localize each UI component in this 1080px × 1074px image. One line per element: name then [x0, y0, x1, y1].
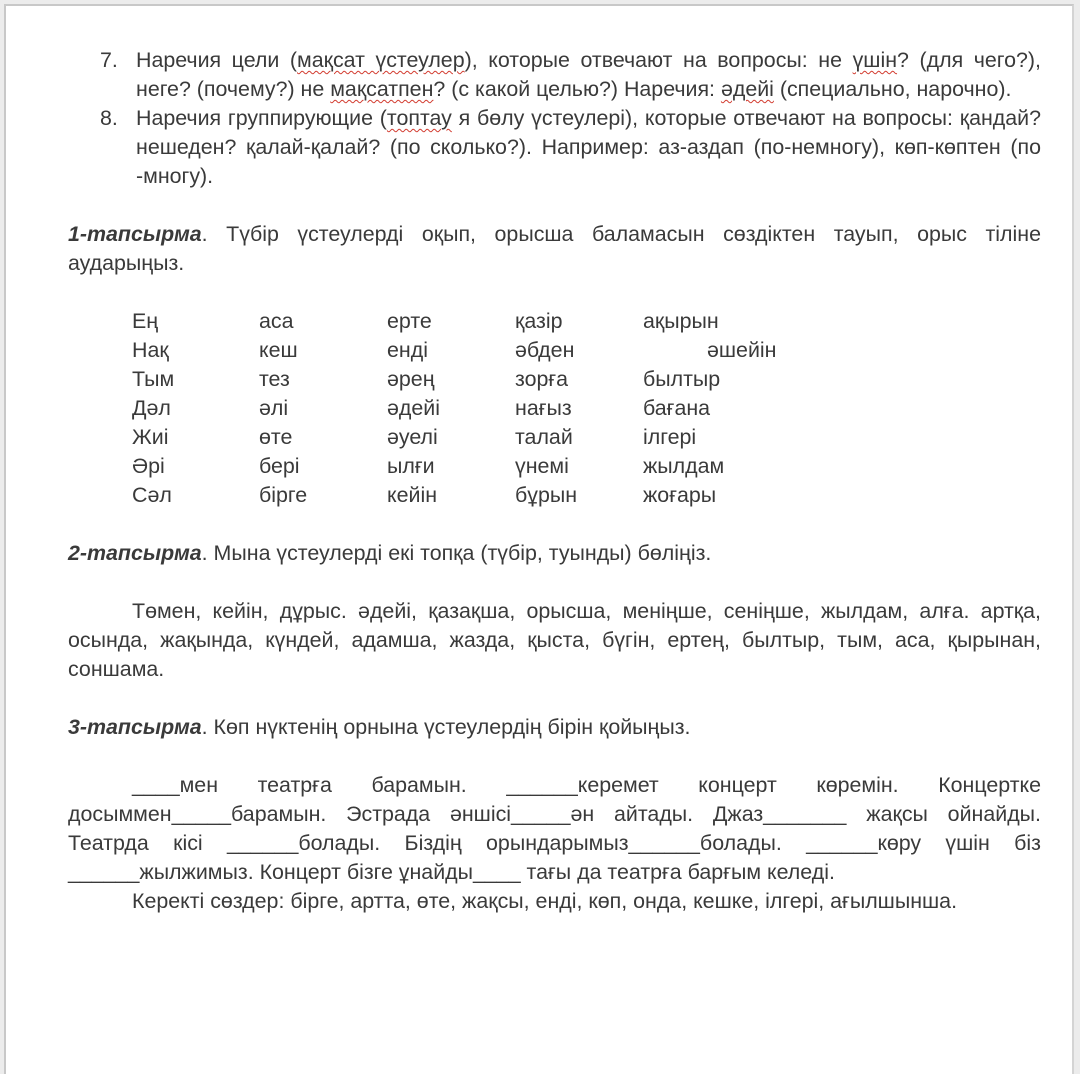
list-item-7	[68, 46, 1041, 104]
task2-paragraph	[68, 539, 1041, 568]
spellcheck-word: мақсат үстеулер	[297, 48, 465, 72]
task2-body: Төмен, кейін, дұрыс. әдейі, қазақша, орысша, меніңше, сеніңше, жылдам, алға. артқа, осында, жақында, күндей, адамша, жазда, қыста, бүгін, ертең, былтыр, тым, аса, қырынан, соншама.	[68, 599, 1041, 681]
word-row	[132, 481, 907, 510]
task2-text: . Мына үстеулерді екі топқа (түбір, туынды) бөліңіз.	[201, 541, 712, 565]
word-cell: Тым	[132, 367, 175, 391]
spellcheck-word: мақсатпен	[330, 77, 434, 101]
document-content	[68, 46, 1041, 916]
word-cell: Ең	[132, 309, 159, 333]
word-cell: ылғи	[387, 454, 435, 478]
word-cell: әуелі	[387, 425, 438, 449]
list-number: 8.	[100, 106, 118, 130]
word-cell: ерте	[387, 309, 432, 333]
spellcheck-word: әдейі	[720, 77, 774, 101]
word-cell: ілгері	[643, 425, 697, 449]
word-cell: енді	[387, 338, 428, 362]
word-cell: былтыр	[643, 367, 721, 391]
word-cell: Жиі	[132, 425, 169, 449]
task1-text: . Түбір үстеулерді оқып, орысша баламасын сөздіктен тауып, орыс тіліне аударыңыз.	[68, 222, 1041, 275]
word-cell: әбден	[515, 338, 575, 362]
word-row	[132, 394, 907, 423]
word-cell: Әрі	[132, 454, 165, 478]
word-cell: аса	[259, 309, 294, 333]
spellcheck-word: топтау	[386, 106, 452, 130]
word-cell: жылдам	[643, 454, 725, 478]
word-row	[132, 452, 907, 481]
word-cell: бері	[259, 454, 300, 478]
word-cell: әшейін	[707, 338, 777, 362]
word-row	[132, 307, 907, 336]
word-cell: Нақ	[132, 338, 169, 362]
word-cell: талай	[515, 425, 573, 449]
word-cell: тез	[259, 367, 290, 391]
list-text: Наречия цели (мақсат үстеулер), которые отвечают на вопросы: не үшін? (для чего?), неге? (почему?) не мақсатпен? (с какой целью?) Наречия: әдейі (специально, нарочно).	[136, 48, 1041, 101]
task1-paragraph	[68, 220, 1041, 278]
word-cell: өте	[259, 425, 293, 449]
word-row	[132, 365, 907, 394]
word-cell: Дәл	[132, 396, 171, 420]
word-cell: ақырын	[643, 309, 719, 333]
word-row	[132, 336, 907, 365]
word-cell: бағана	[643, 396, 711, 420]
task3-title: 3-тапсырма	[68, 715, 202, 739]
word-cell: әрең	[387, 367, 435, 391]
word-cell: зорға	[515, 367, 569, 391]
word-cell: нағыз	[515, 396, 572, 420]
word-cell: үнемі	[515, 454, 569, 478]
task3-body: ____мен театрға барамын. ______керемет концерт көремін. Концертке досыммен_____барамын. Эстрада әншісі_____ән айтады. Джаз_______ жақсы ойнайды. Театрда кісі ______болады. Біздің орындарымыз______болады. ______көру үшін біз ______жылжимыз. Концерт бізге ұнайды____ тағы да театрға барғым келеді.	[68, 773, 1041, 884]
word-cell: жоғары	[643, 483, 717, 507]
word-cell: кейін	[387, 483, 438, 507]
document-page	[4, 4, 1074, 1074]
word-table	[132, 307, 907, 510]
spellcheck-word: үшін	[852, 48, 898, 72]
list-number: 7.	[100, 48, 118, 72]
word-cell: Сәл	[132, 483, 172, 507]
task3-needed-words: Керекті сөздер: бірге, артта, өте, жақсы, енді, көп, онда, кешке, ілгері, ағылшынша.	[132, 889, 958, 913]
list-text: Наречия группирующие (топтау я бөлу үстеулері), которые отвечают на вопросы: қандай? нешеден? қалай-қалай? (по сколько?). Например: аз-аздап (по-немногу), көп-көптен (по -многу).	[136, 106, 1041, 188]
word-cell: бұрын	[515, 483, 578, 507]
word-cell: бірге	[259, 483, 308, 507]
word-cell: қазір	[515, 309, 563, 333]
task3-text: . Көп нүктенің орнына үстеулердің бірін қойыңыз.	[201, 715, 691, 739]
task2-title: 2-тапсырма	[68, 541, 202, 565]
word-cell: әдейі	[387, 396, 440, 420]
task3-paragraph	[68, 713, 1041, 742]
list-item-8	[68, 104, 1041, 191]
word-cell: кеш	[259, 338, 298, 362]
word-row	[132, 423, 907, 452]
task1-title: 1-тапсырма	[68, 222, 202, 246]
word-cell: әлі	[259, 396, 289, 420]
